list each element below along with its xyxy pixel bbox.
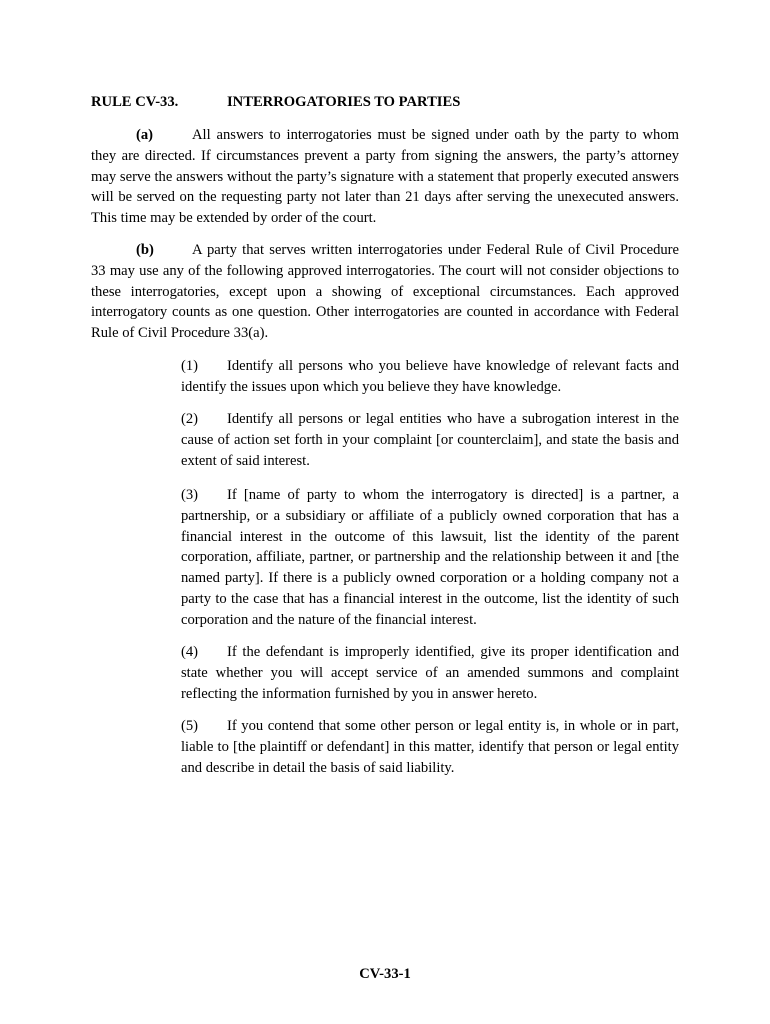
item-4-text: If the defendant is improperly identified, give its proper identification and state whether you will accept service of an amended summons and complaint reflecting the information furnished by you in answer hereto. [181, 644, 679, 702]
paragraph-a-text: All answers to interrogatories must be signed under oath by the party to whom they are directed. If circumstances prevent a party from signing the answers, the party’s attorney may serve the answers without the party’s signature with a statement that properly executed answers will be served on the requesting party not later than 21 days after serving the unexecuted answers. This time may be extended by order of the court. [91, 127, 679, 227]
interrogatory-item-3 [181, 485, 679, 631]
interrogatory-item-2 [181, 409, 679, 471]
item-1-text: Identify all persons who you believe have knowledge of relevant facts and identify the issues upon which you believe they have knowledge. [181, 358, 679, 395]
paragraph-b-marker: (b) [136, 242, 154, 258]
interrogatory-item-4 [181, 642, 679, 704]
item-5-number: (5) [181, 718, 199, 734]
paragraph-b-text: A party that serves written interrogatories under Federal Rule of Civil Procedure 33 may use any of the following approved interrogatories. The court will not consider objections to these interrogatories, except upon a showing of exceptional circumstances. Each approved interrogatory counts as one question. Other interrogatories are counted in accordance with Federal Rule of Civil Procedure 33(a). [91, 242, 679, 342]
interrogatory-item-5 [181, 716, 679, 778]
item-2-number: (2) [181, 411, 199, 427]
item-4-number: (4) [181, 644, 199, 660]
item-1-number: (1) [181, 358, 199, 374]
rule-title: INTERROGATORIES TO PARTIES [227, 94, 461, 110]
page-number: CV-33-1 [359, 966, 411, 982]
paragraph-b [91, 240, 679, 344]
paragraph-a-marker: (a) [136, 127, 154, 143]
rule-heading [91, 94, 460, 111]
item-3-text: If [name of party to whom the interrogatory is directed] is a partner, a partnership, or a subsidiary or affiliate of a publicly owned corporation that has a financial interest in the outcome of this lawsuit, list the identity of the parent corporation, affiliate, partner, or partnership and the relationship between it and [the named party]. If there is a publicly owned corporation or a holding company not a party to the case that has a financial interest in the outcome, list the identity of such corporation and the nature of the financial interest. [181, 487, 679, 628]
interrogatory-item-1 [181, 356, 679, 398]
paragraph-a [91, 125, 679, 229]
item-3-number: (3) [181, 487, 199, 503]
rule-number: RULE CV-33. [91, 94, 179, 110]
item-5-text: If you contend that some other person or legal entity is, in whole or in part, liable to [the plaintiff or defendant] in this matter, identify that person or legal entity and describe in detail the basis of said liability. [181, 718, 679, 776]
item-2-text: Identify all persons or legal entities who have a subrogation interest in the cause of action set forth in your complaint [or counterclaim], and state the basis and extent of said interest. [181, 411, 679, 469]
